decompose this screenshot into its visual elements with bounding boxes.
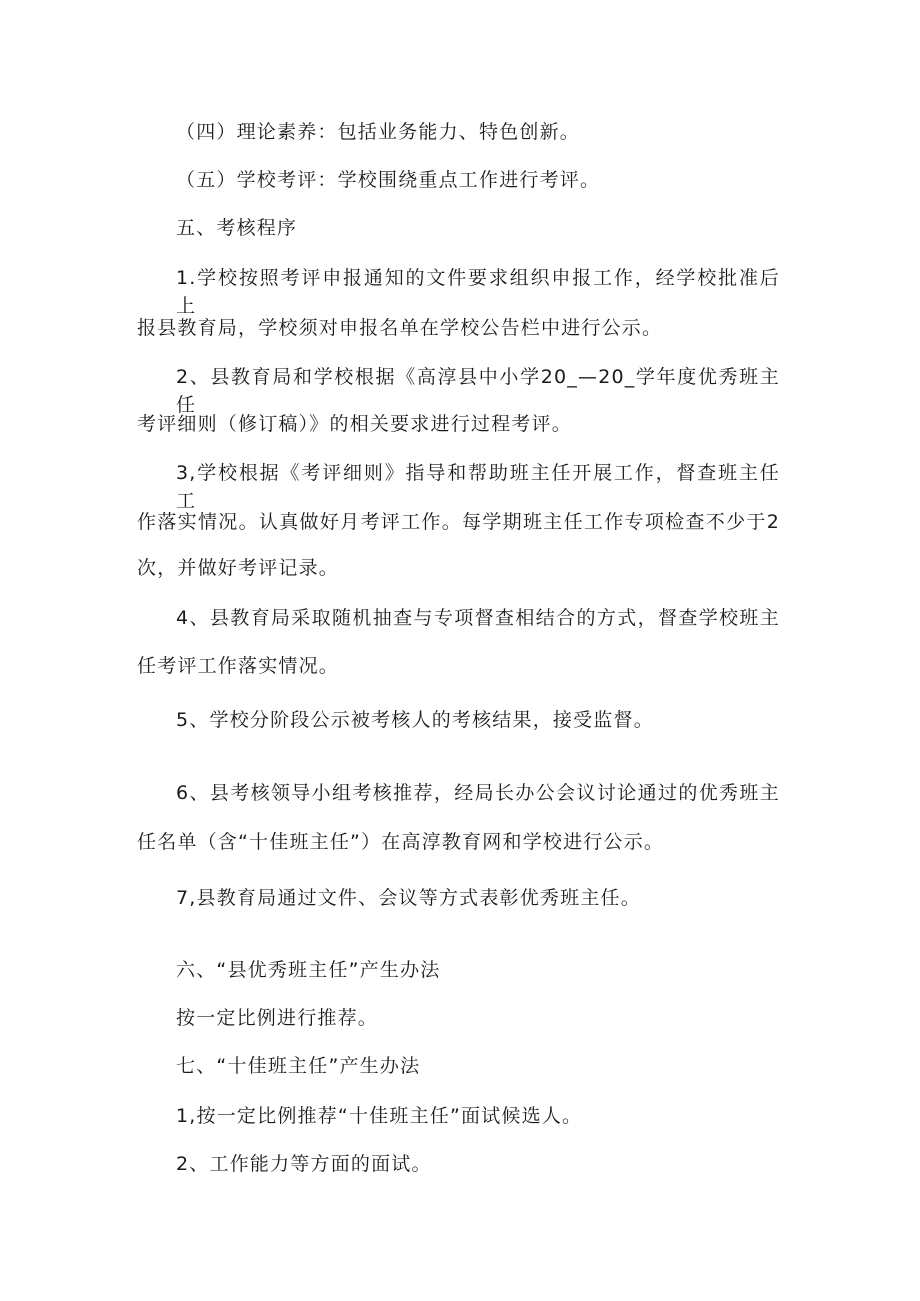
text-line: 作落实情况。认真做好月考评工作。每学期班主任工作专项检查不少于2: [137, 511, 780, 533]
text-line: 按一定比例进行推荐。: [176, 1007, 379, 1029]
text-line: 2、工作能力等方面的面试。: [176, 1153, 432, 1175]
text-line: （五）学校考评：学校围绕重点工作进行考评。: [176, 169, 601, 191]
text-line: （四）理论素养：包括业务能力、特色创新。: [176, 121, 581, 143]
text-line: 1.学校按照考评申报通知的文件要求组织申报工作，经学校批准后上: [176, 267, 780, 317]
text-line: 3,学校根据《考评细则》指导和帮助班主任开展工作，督查班主任工: [176, 462, 780, 512]
section-heading: 六、“县优秀班主任”产生办法: [176, 959, 441, 981]
text-line: 任名单（含“十佳班主任”）在高淳教育网和学校进行公示。: [137, 831, 665, 853]
text-line: 6、县考核领导小组考核推荐，经局长办公会议讨论通过的优秀班主: [176, 782, 780, 804]
text-line: 5、学校分阶段公示被考核人的考核结果，接受监督。: [176, 709, 654, 731]
section-heading: 七、“十佳班主任”产生办法: [176, 1055, 421, 1077]
text-line: 4、县教育局采取随机抽查与专项督查相结合的方式，督查学校班主: [176, 607, 780, 629]
text-line: 1,按一定比例推荐“十佳班主任”面试候选人。: [176, 1105, 583, 1127]
text-line: 次，并做好考评记录。: [137, 557, 340, 579]
text-line: 2、县教育局和学校根据《高淳县中小学20_—20_学年度优秀班主任: [176, 366, 780, 416]
text-line: 报县教育局，学校须对申报名单在学校公告栏中进行公示。: [137, 317, 663, 339]
text-line: 7,县教育局通过文件、会议等方式表彰优秀班主任。: [176, 887, 641, 909]
text-line: 考评细则（修订稿）》的相关要求进行过程考评。: [137, 413, 572, 435]
section-heading: 五、考核程序: [176, 217, 298, 239]
text-line: 任考评工作落实情况。: [137, 655, 340, 677]
